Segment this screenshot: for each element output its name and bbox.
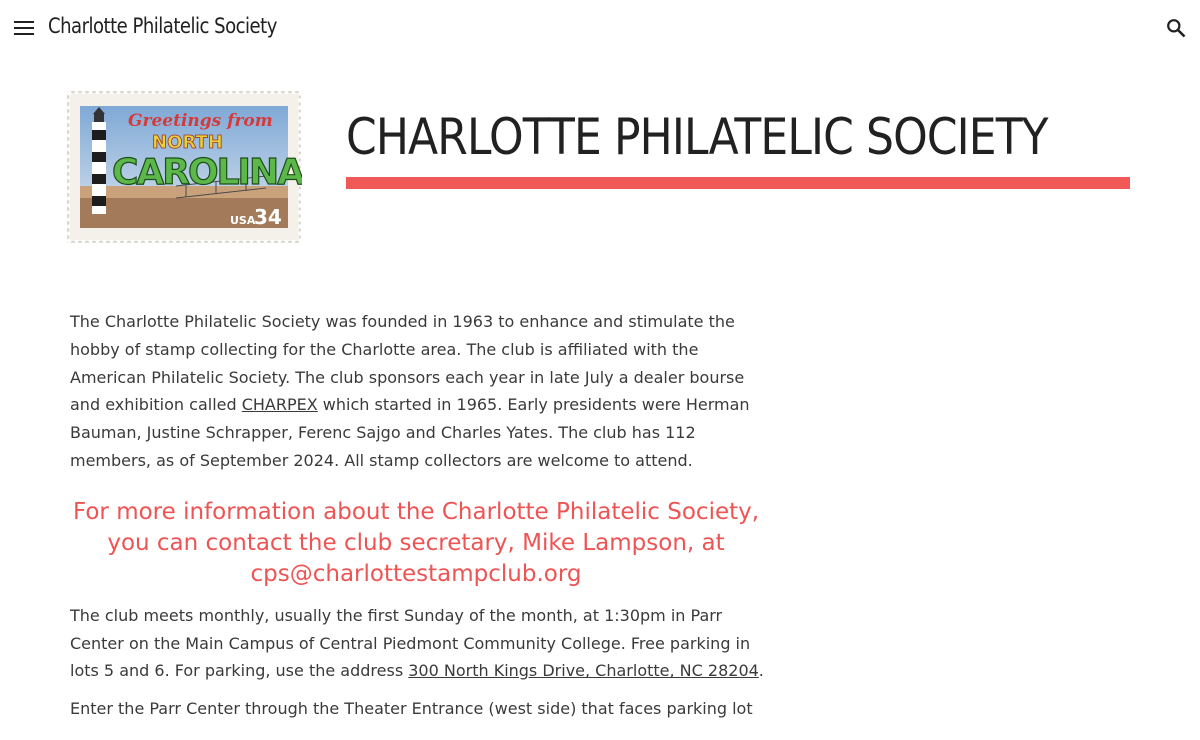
search-icon [1166, 18, 1186, 38]
intro-text-part2: which started in 1965. Early presidents were Herman Bauman, Justine Schrapper, Ferenc Sajgo and Charles Yates. The club has 112 members, as of September 2024. All stamp collectors are welcome to attend. [70, 395, 750, 470]
site-title[interactable]: Charlotte Philatelic Society [48, 14, 277, 38]
entry-paragraph: Enter the Parr Center through the Theater Entrance (west side) that faces parking lot [70, 699, 753, 719]
stamp-usa-text: USA [230, 214, 256, 227]
menu-icon [14, 21, 34, 35]
stamp-denomination-text: 34 [254, 205, 282, 229]
page-title: CHARLOTTE PHILATELIC SOCIETY [346, 108, 1048, 166]
charpex-link[interactable]: CHARPEX [241, 395, 318, 415]
intro-text-part1: The Charlotte Philatelic Society was founded in 1963 to enhance and stimulate the hobby of stamp collecting for the Charlotte area. The club is affiliated with the American Philatelic Society. The club sponsors each year in late July a dealer bourse and exhibition called [70, 312, 745, 415]
stamp-greeting-text: Greetings from [128, 111, 273, 131]
title-underline [346, 177, 1130, 189]
address-link[interactable]: 300 North Kings Drive, Charlotte, NC 28204 [408, 661, 759, 681]
meetings-paragraph [70, 602, 770, 685]
menu-button[interactable] [10, 14, 38, 42]
meetings-text-part1: The club meets monthly, usually the first Sunday of the month, at 1:30pm in Parr Center on the Main Campus of Central Piedmont Community College. Free parking in lots 5 and 6. For parking, use the address [70, 605, 751, 681]
intro-paragraph [70, 308, 770, 475]
stamp-carolina-text: CAROLINA [112, 152, 302, 193]
north-carolina-stamp-image [66, 90, 302, 244]
search-button[interactable] [1162, 14, 1190, 42]
stamp-north-text: NORTH [152, 132, 223, 153]
meetings-text-part2: . [758, 661, 764, 681]
contact-info: For more information about the Charlotte Philatelic Society, you can contact the club secretary, Mike Lampson, at cps@charlottestampclub.org [72, 498, 760, 587]
main-content [70, 308, 770, 723]
top-bar [0, 0, 1200, 56]
